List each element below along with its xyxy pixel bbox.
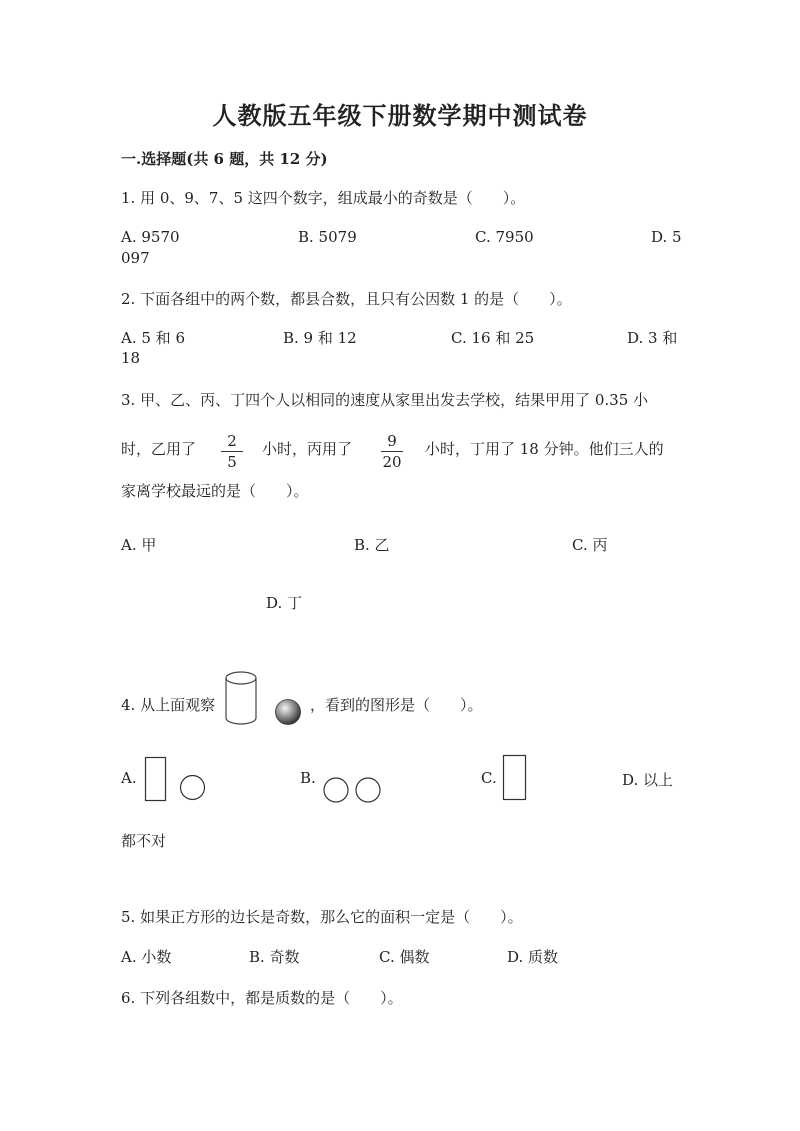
- question-1-option-c[interactable]: C. 7950: [475, 228, 534, 246]
- fraction-bar: [381, 451, 403, 452]
- fraction-9-20: [377, 433, 407, 470]
- fraction-denominator: 20: [382, 453, 402, 471]
- question-3-line-2c: 小时，丁用了 18 分钟。他们三人的: [425, 440, 664, 458]
- question-1-option-b[interactable]: B. 5079: [298, 228, 357, 246]
- question-4-option-d-wrap: 都不对: [121, 832, 167, 850]
- fraction-bar: [221, 451, 243, 452]
- question-4-stem-a: 4. 从上面观察: [121, 696, 216, 714]
- question-1-stem: 1. 用 0、9、7、5 这四个数字，组成最小的奇数是（ ）。: [121, 189, 526, 207]
- section-header: 一.选择题(共 6 题，共 12 分): [121, 150, 328, 168]
- fraction-numerator: 2: [227, 432, 237, 450]
- question-3-line-2b: 小时，丙用了: [262, 440, 353, 458]
- question-4-stem-b: ，看到的图形是（ ）。: [310, 696, 483, 714]
- fraction-numerator: 9: [387, 432, 397, 450]
- question-5-option-a[interactable]: A. 小数: [121, 948, 172, 966]
- question-3-option-b[interactable]: B. 乙: [354, 536, 390, 554]
- question-5-option-c[interactable]: C. 偶数: [379, 948, 430, 966]
- sphere-figure: [274, 698, 302, 726]
- question-4-option-b[interactable]: B.: [300, 769, 316, 787]
- question-4-option-a[interactable]: A.: [121, 769, 137, 787]
- question-2-option-d[interactable]: D. 3 和: [627, 329, 678, 347]
- page-title: 人教版五年级下册数学期中测试卷: [212, 101, 588, 130]
- question-4-option-c[interactable]: C.: [481, 769, 497, 787]
- question-1-option-a[interactable]: A. 9570: [121, 228, 180, 246]
- question-3-line-3: 家离学校最远的是（ ）。: [121, 482, 309, 500]
- fraction-denominator: 5: [227, 453, 237, 471]
- question-4-option-d[interactable]: D. 以上: [622, 771, 674, 789]
- question-3-line-1: 3. 甲、乙、丙、丁四个人以相同的速度从家里出发去学校，结果甲用了 0.35 小: [121, 391, 649, 409]
- cylinder-figure: [224, 670, 258, 726]
- question-5-option-b[interactable]: B. 奇数: [249, 948, 300, 966]
- question-5-stem: 5. 如果正方形的边长是奇数，那么它的面积一定是（ ）。: [121, 908, 523, 926]
- question-2-option-b[interactable]: B. 9 和 12: [283, 329, 357, 347]
- question-3-option-d[interactable]: D. 丁: [266, 594, 303, 612]
- question-5-option-d[interactable]: D. 质数: [507, 948, 559, 966]
- question-1-option-d[interactable]: D. 5: [651, 228, 682, 246]
- option-a-rectangle-circle-figure: [144, 756, 214, 804]
- question-2-option-d-wrap: 18: [121, 349, 141, 367]
- option-b-two-circles-figure: [322, 776, 386, 806]
- question-2-stem: 2. 下面各组中的两个数，都县合数，且只有公因数 1 的是（ ）。: [121, 290, 572, 308]
- question-2-option-c[interactable]: C. 16 和 25: [451, 329, 535, 347]
- option-c-rectangle-figure: [502, 754, 528, 802]
- question-3-line-2a: 时，乙用了: [121, 440, 197, 458]
- question-2-option-a[interactable]: A. 5 和 6: [121, 329, 185, 347]
- question-1-option-d-wrap: 097: [121, 249, 150, 267]
- question-3-option-a[interactable]: A. 甲: [121, 536, 157, 554]
- fraction-2-5: [217, 433, 247, 470]
- question-3-option-c[interactable]: C. 丙: [572, 536, 608, 554]
- question-6-stem: 6. 下列各组数中，都是质数的是（ ）。: [121, 989, 403, 1007]
